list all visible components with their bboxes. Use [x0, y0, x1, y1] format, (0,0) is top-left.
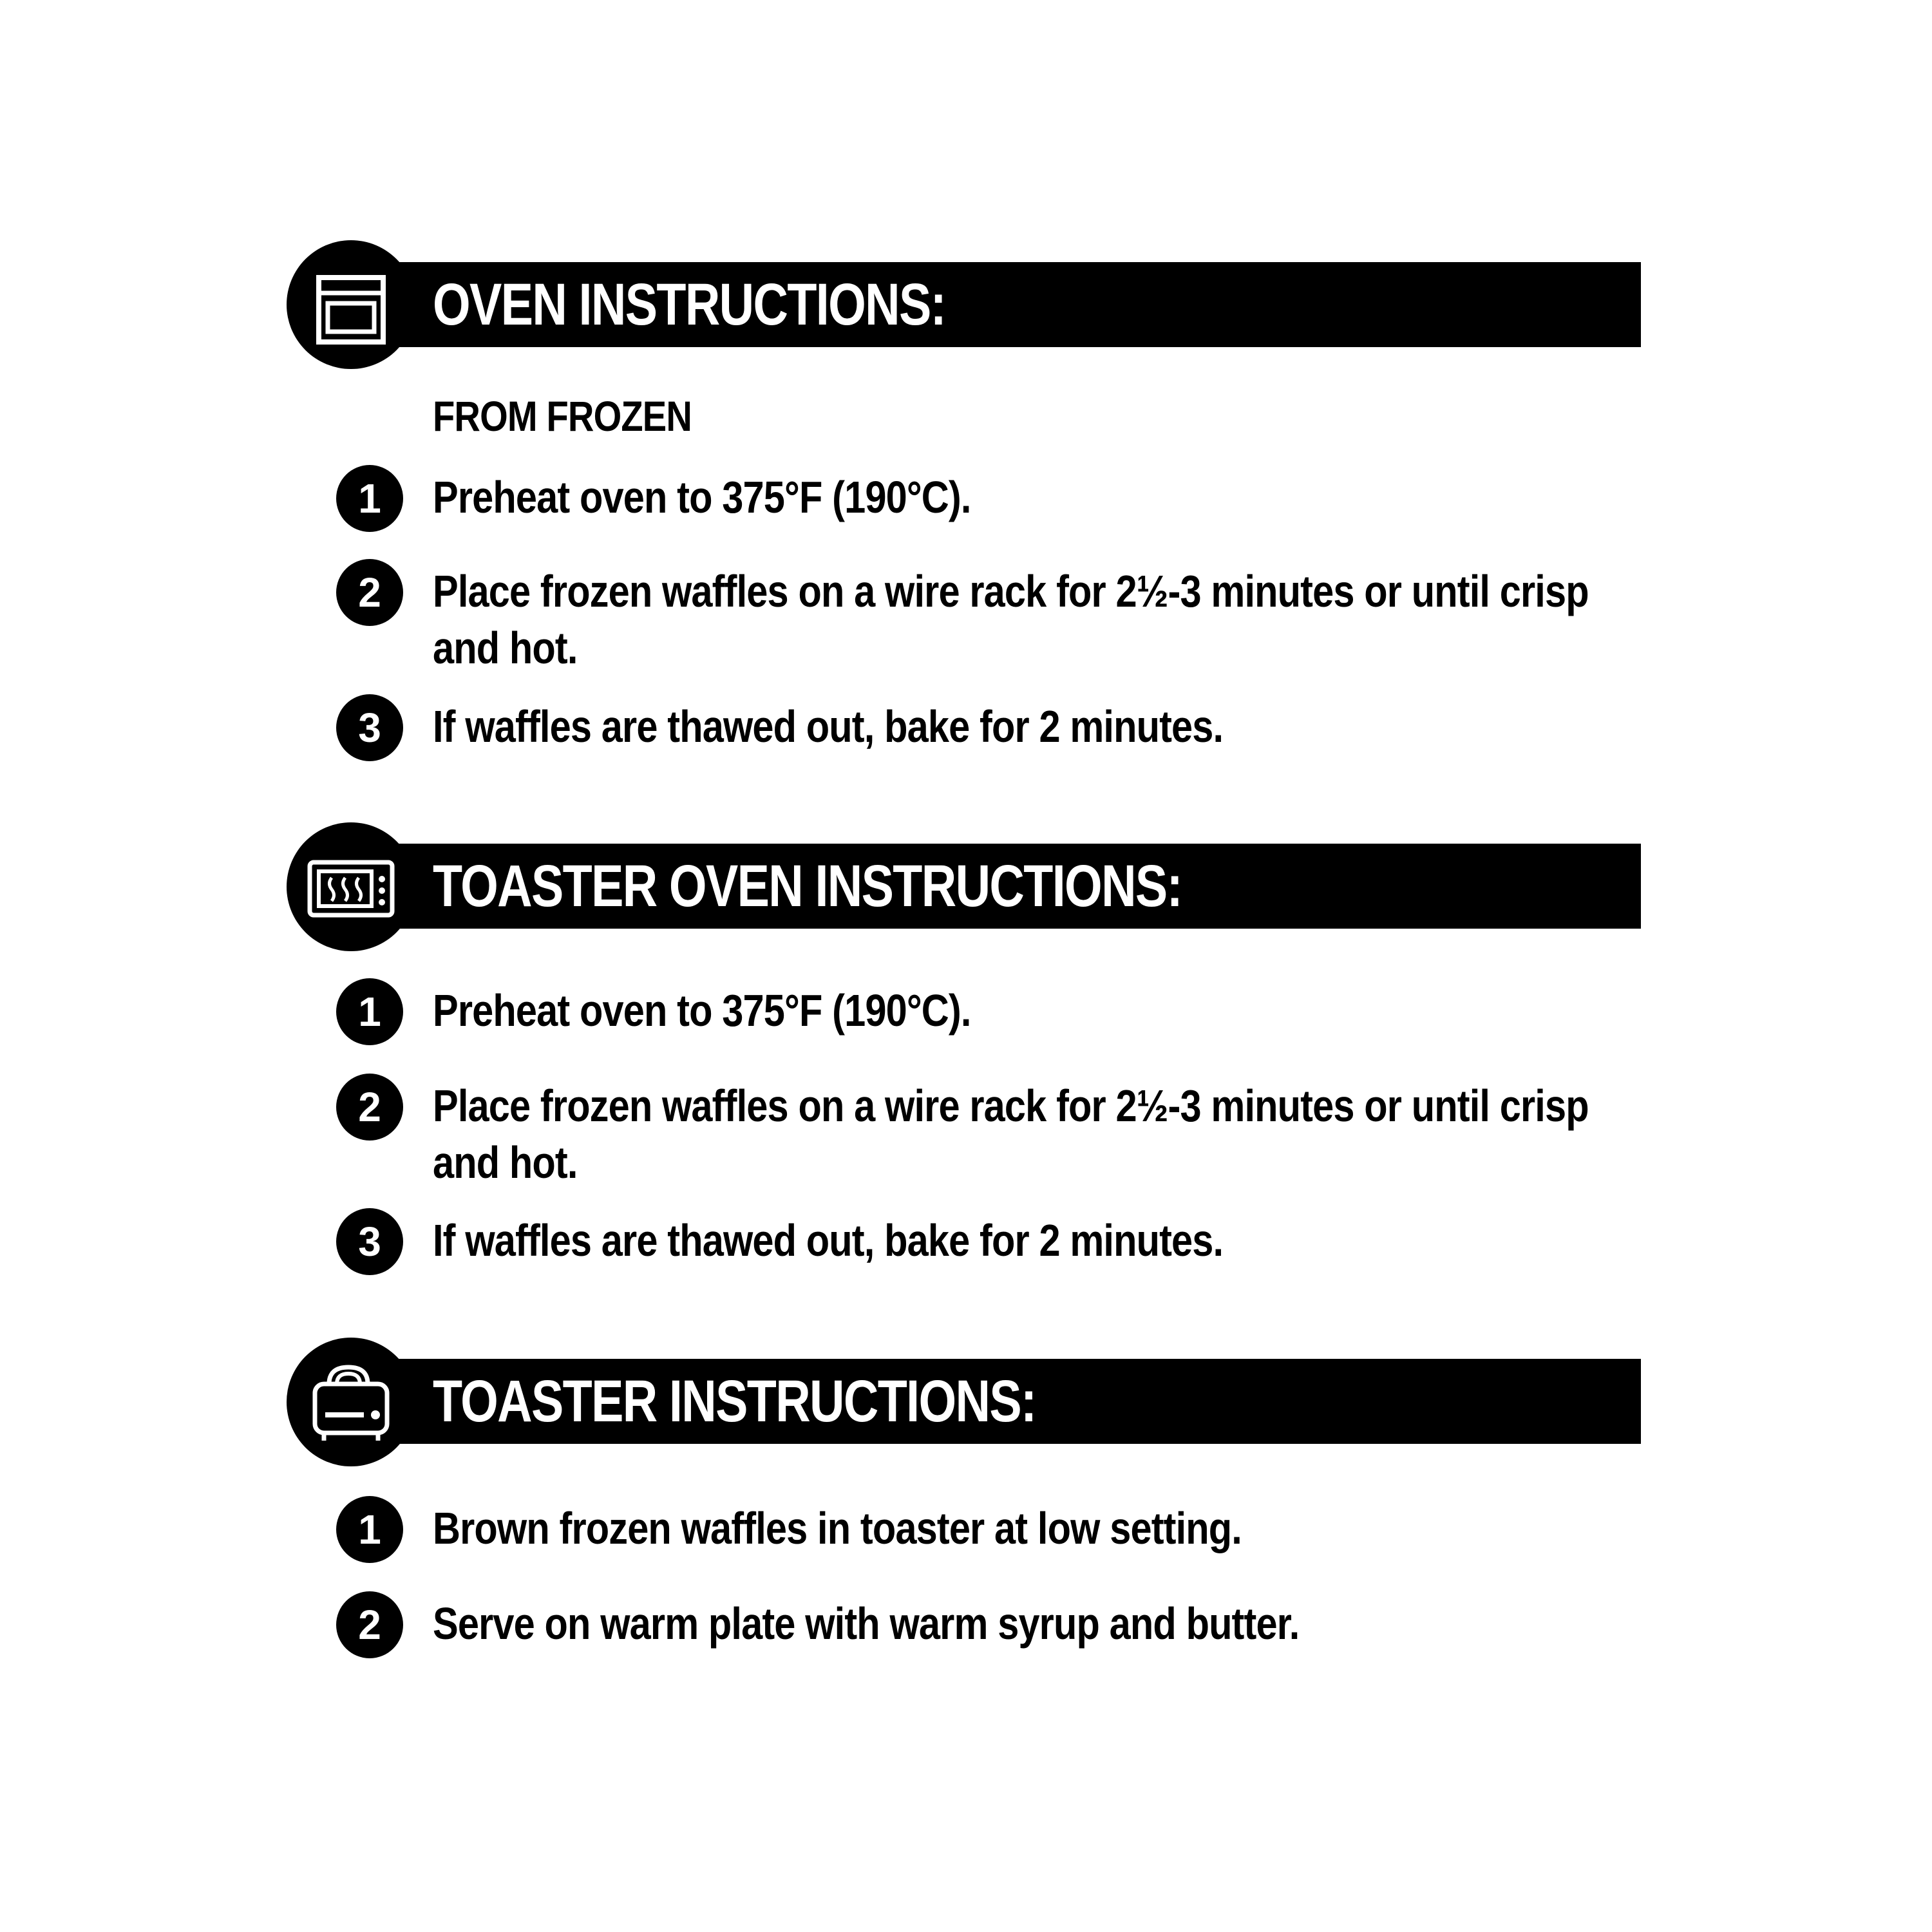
step-text: If waffles are thawed out, bake for 2 minutes. — [433, 1215, 1224, 1265]
toaster-oven-icon — [287, 822, 415, 951]
toaster-section-title: TOASTER INSTRUCTIONS: — [433, 1368, 1036, 1434]
step-number-badge: 3 — [336, 1208, 403, 1275]
step-text: Place frozen waffles on a wire rack for 2½-3 minutes or until crisp and hot. — [433, 1081, 1589, 1188]
step-text: Brown frozen waffles in toaster at low setting. — [433, 1503, 1242, 1553]
step-text: Preheat oven to 375°F (190°C). — [433, 985, 971, 1036]
step-number-badge: 1 — [336, 978, 403, 1045]
step-text: Preheat oven to 375°F (190°C). — [433, 472, 971, 522]
step-text: Serve on warm plate with warm syrup and butter. — [433, 1598, 1300, 1649]
step-number-badge: 1 — [336, 1496, 403, 1563]
step-text: Place frozen waffles on a wire rack for 2½-3 minutes or until crisp and hot. — [433, 566, 1589, 673]
step-number-badge: 3 — [336, 694, 403, 761]
oven-section-title: OVEN INSTRUCTIONS: — [433, 272, 946, 337]
step-text: If waffles are thawed out, bake for 2 minutes. — [433, 701, 1224, 752]
oven-icon — [287, 240, 415, 369]
step-number-badge: 2 — [336, 1591, 403, 1658]
step-number-badge: 2 — [336, 1074, 403, 1141]
toaster-icon — [287, 1338, 415, 1466]
step-number-badge: 1 — [336, 465, 403, 532]
from-frozen-subheading: FROM FROZEN — [433, 392, 692, 440]
step-number-badge: 2 — [336, 559, 403, 626]
toaster-oven-section-title: TOASTER OVEN INSTRUCTIONS: — [433, 853, 1182, 919]
